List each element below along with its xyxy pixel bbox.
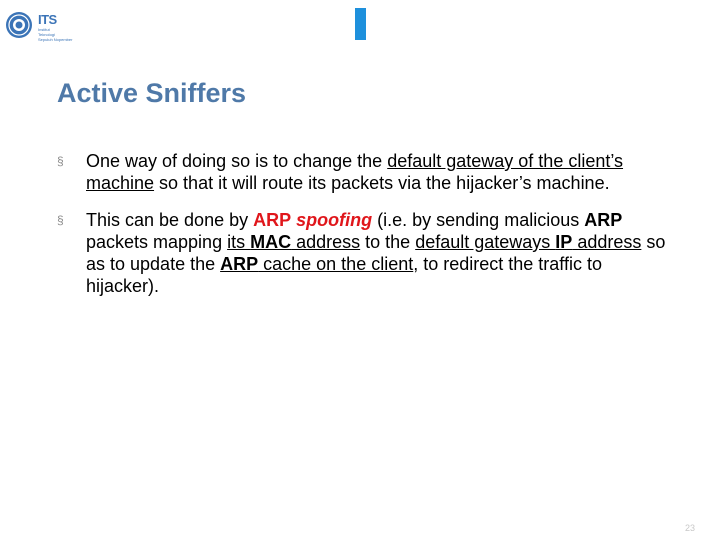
- bullet-text-segment: address: [291, 232, 361, 252]
- logo-sub-line: Teknologi: [38, 32, 55, 37]
- bullet-text-segment: , to redirect the traffic to hijacker).: [86, 254, 602, 296]
- bullet-text-segment: One way of doing so is to change the: [86, 151, 388, 171]
- logo-sub-line: Sepuluh Nopember: [38, 37, 73, 42]
- accent-bar: [355, 8, 366, 40]
- bullet-item: [57, 209, 667, 297]
- bullet-text-segment: ARP: [220, 254, 259, 274]
- bullet-text-segment: spoofing: [296, 210, 373, 230]
- logo-sub-line: Institut: [38, 27, 50, 32]
- bullet-text-segment: ARP: [253, 210, 292, 230]
- logo-word: ITS: [38, 12, 57, 27]
- bullet-text-segment: to the: [360, 232, 416, 252]
- bullet-text-segment: ARP: [584, 210, 623, 230]
- slide-title: Active Sniffers: [57, 78, 247, 108]
- bullet-item: [57, 150, 667, 194]
- bullet-text-segment: so that it will route its packets via the hijacker’s machine.: [154, 173, 610, 193]
- bullet-text-segment: default gateways: [415, 232, 556, 252]
- bullet-text-segment: This can be done by: [86, 210, 254, 230]
- bullet-text-segment: so as to update the: [86, 232, 666, 274]
- bullet-text-segment: cache on the client: [258, 254, 414, 274]
- bullet-marker-icon: §: [57, 213, 64, 227]
- bullet-text-segment: packets mapping: [86, 232, 228, 252]
- its-wordmark-logo: [38, 12, 98, 46]
- page-number: 23: [684, 523, 695, 533]
- bullet-marker-icon: §: [57, 154, 64, 168]
- bullet-list: [57, 150, 667, 312]
- bullet-text-segment: default gateway of the client’s machine: [86, 151, 624, 193]
- bullet-text-segment: IP: [555, 232, 573, 252]
- bullet-text-segment: MAC: [250, 232, 292, 252]
- its-seal-logo: [4, 8, 34, 42]
- bullet-text-segment: (i.e. by sending malicious: [372, 210, 585, 230]
- bullet-text-segment: address: [572, 232, 642, 252]
- bullet-text-segment: its: [227, 232, 251, 252]
